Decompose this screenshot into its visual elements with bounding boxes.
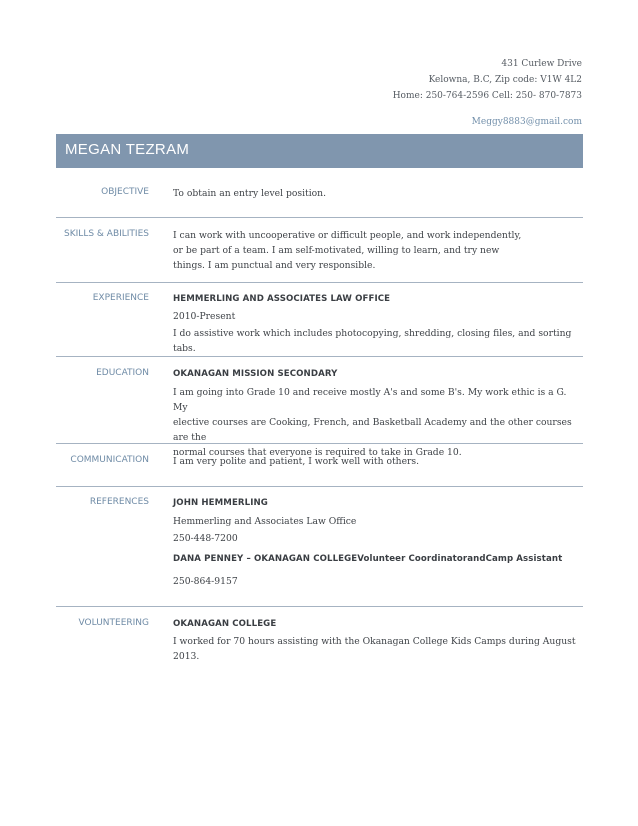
skills-text	[173, 228, 583, 273]
communication-text: I am very polite and patient, I work well with others.	[173, 456, 420, 467]
experience-description: I do assistive work which includes photocopying, shredding, closing files, and sorting tabs.	[173, 328, 572, 354]
contact-block	[393, 56, 582, 130]
education-content	[173, 367, 583, 460]
reference-phone: 250-864-9157	[173, 576, 238, 587]
references-content	[173, 496, 583, 589]
skills-line: I can work with uncooperative or difficult people, and work independently,	[173, 230, 522, 241]
education-line: normal courses that everyone is required to take in Grade 10.	[173, 447, 462, 458]
experience-content	[173, 292, 583, 356]
skills-label: SKILLS & ABILITIES	[64, 229, 149, 239]
section-divider	[56, 606, 583, 607]
section-divider	[56, 217, 583, 218]
education-school: OKANAGAN MISSION SECONDARY	[173, 369, 338, 379]
education-label: EDUCATION	[96, 368, 149, 378]
section-divider	[56, 282, 583, 283]
volunteering-label: VOLUNTEERING	[78, 618, 149, 628]
volunteering-org: OKANAGAN COLLEGE	[173, 619, 277, 629]
education-line: I am going into Grade 10 and receive mostly A's and some B's. My work ethic is a G. My	[173, 387, 567, 413]
references-label: REFERENCES	[89, 497, 149, 507]
experience-employer: HEMMERLING AND ASSOCIATES LAW OFFICE	[173, 294, 391, 304]
reference-name: JOHN HEMMERLING	[173, 498, 268, 508]
skills-line: things. I am punctual and very responsible.	[173, 260, 376, 271]
section-divider	[56, 356, 583, 357]
street-address: 431 Curlew Drive	[501, 59, 582, 69]
section-divider	[56, 486, 583, 487]
reference-company: Hemmerling and Associates Law Office	[173, 516, 357, 527]
city-zip: Kelowna, B.C, Zip code: V1W 4L2	[428, 75, 582, 85]
section-divider	[56, 443, 583, 444]
phone-numbers: Home: 250-764-2596 Cell: 250- 870-7873	[392, 91, 582, 101]
email-link[interactable]: Meggy8883@gmail.com	[471, 117, 582, 127]
reference-name: DANA PENNEY – OKANAGAN COLLEGEVolunteer CoordinatorandCamp Assistant	[173, 554, 563, 564]
volunteering-description: I worked for 70 hours assisting with the Okanagan College Kids Camps during August 2013.	[173, 636, 576, 662]
experience-dates: 2010-Present	[173, 311, 236, 322]
education-line: elective courses are Cooking, French, and Basketball Academy and the other courses are the	[173, 417, 572, 443]
objective-text: To obtain an entry level position.	[173, 188, 327, 199]
skills-line: or be part of a team. I am self-motivated, willing to learn, and try new	[173, 245, 500, 256]
candidate-name: MEGAN TEZRAM	[65, 141, 190, 158]
reference-phone: 250-448-7200	[173, 533, 238, 544]
communication-label: COMMUNICATION	[70, 455, 149, 465]
name-banner	[56, 134, 583, 168]
volunteering-content	[173, 617, 583, 664]
objective-label: OBJECTIVE	[101, 187, 149, 197]
experience-label: EXPERIENCE	[92, 293, 149, 303]
